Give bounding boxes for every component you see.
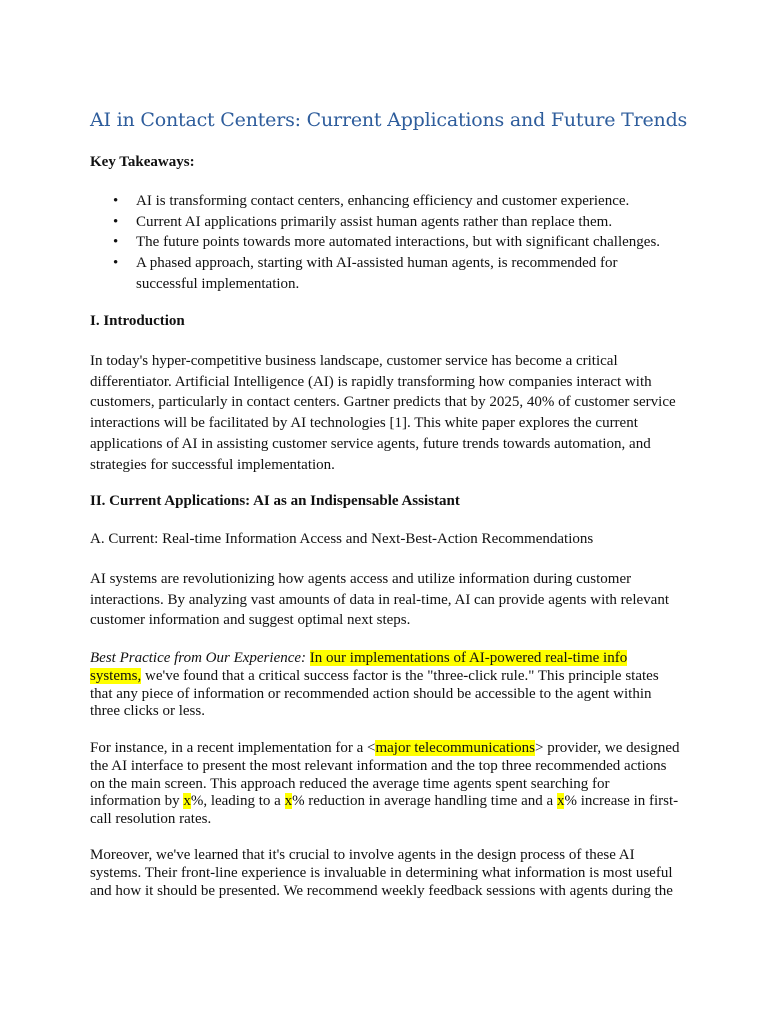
placeholder-x: x	[284, 793, 293, 810]
placeholder-x: x	[183, 793, 191, 810]
key-takeaways-heading: Key Takeaways:	[90, 154, 195, 170]
best-practice-paragraph: Best Practice from Our Experience: In our implementations of AI-powered real-time info systems, we've found that a critical success factor is the "three-click rule." This principle states that any piece of information or recommended action should be accessible to the agent within three clicks or less.	[90, 650, 659, 720]
placeholder-x: x	[556, 793, 565, 810]
ai-systems-paragraph: AI systems are revolutionizing how agents access and utilize information during customer interactions. By analyzing vast amounts of data in real-time, AI can provide agents with relevant customer information and suggest optimal next steps.	[90, 571, 669, 629]
bullet-icon: •	[113, 213, 119, 230]
moreover-paragraph: Moreover, we've learned that it's crucial to involve agents in the design process of these AI systems. Their front-line experience is invaluable in determining what information is most useful and how it should be presented. We recommend weekly feedback sessions with agents during the	[90, 847, 673, 899]
section-2-heading: II. Current Applications: AI as an Indispensable Assistant	[90, 493, 460, 509]
highlighted-text: major telecommunications	[375, 740, 535, 756]
highlighted-text: In our implementations of AI-powered real-time info systems,	[90, 650, 628, 684]
document-title: AI in Contact Centers: Current Applications and Future Trends	[90, 109, 688, 131]
intro-paragraph: In today's hyper-competitive business landscape, customer service has become a critical differentiator. Artificial Intelligence (AI) is rapidly transforming how companies interact with customers, particularly in contact centers. Gartner predicts that by 2025, 40% of customer service interactions will be facilitated by AI technologies [1]. This white paper explores the current applications of AI in assisting customer service agents, future trends towards automation, and strategies for successful implementation.	[90, 353, 676, 473]
list-item: • AI is transforming contact centers, enhancing efficiency and customer experience.	[90, 191, 680, 212]
intro-heading: I. Introduction	[90, 313, 185, 329]
bullet-icon: •	[113, 255, 119, 272]
list-item: • Current AI applications primarily assist human agents rather than replace them.	[90, 212, 680, 233]
bullet-icon: •	[113, 193, 119, 209]
list-item: • The future points towards more automated interactions, but with significant challenges.	[90, 232, 680, 253]
list-item: • A phased approach, starting with AI-assisted human agents, is recommended for successful implementation.	[113, 255, 618, 292]
key-takeaways-list	[90, 191, 680, 295]
subsection-a-heading: A. Current: Real-time Information Access and Next-Best-Action Recommendations	[90, 531, 594, 547]
instance-paragraph: For instance, in a recent implementation for a <major telecommunications> provider, we designed the AI interface to present the most relevant information and the top three recommended actions on the main screen. This approach reduced the average time agents spent searching for information by x%, leading to a x% reduction in average handling time and a x% increase in first-call resolution rates.	[90, 740, 680, 828]
best-practice-label: Best Practice from Our Experience:	[90, 650, 307, 666]
bullet-icon: •	[113, 234, 119, 251]
